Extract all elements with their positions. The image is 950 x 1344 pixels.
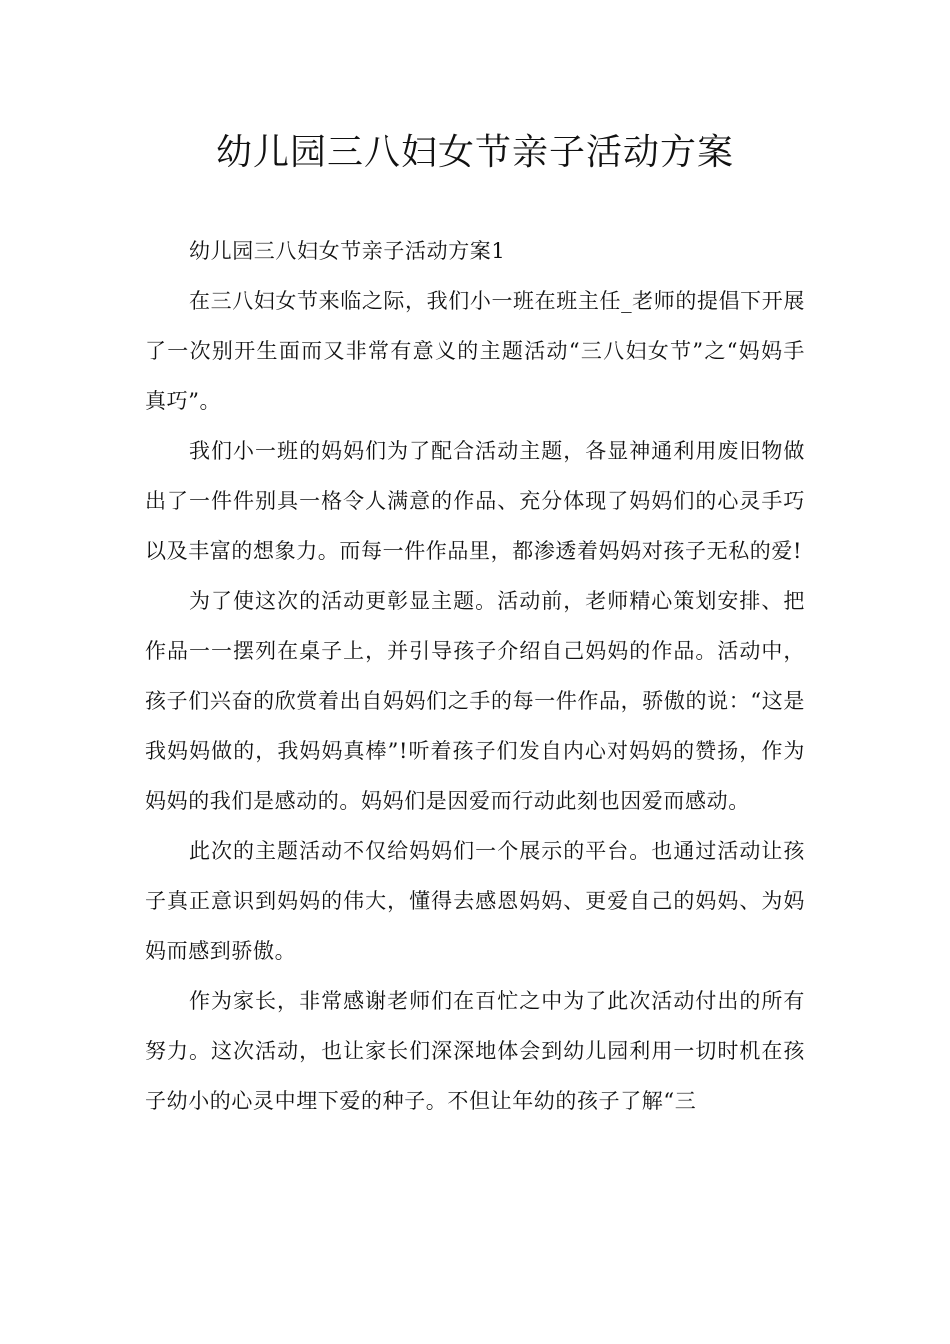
section-subtitle: 幼儿园三八妇女节亲子活动方案1 (189, 239, 506, 263)
paragraph-2: 我们小一班的妈妈们为了配合活动主题，各显神通利用废旧物做出了一件件别具一格令人满意的作品、充分体现了妈妈们的心灵手巧以及丰富的想象力。而每一件作品里，都渗透着妈妈对孩子无私的爱! (145, 439, 805, 563)
paragraph-4: 此次的主题活动不仅给妈妈们一个展示的平台。也通过活动让孩子真正意识到妈妈的伟大，懂得去感恩妈妈、更爱自己的妈妈、为妈妈而感到骄傲。 (145, 839, 805, 963)
paragraph-3: 为了使这次的活动更彰显主题。活动前，老师精心策划安排、把作品一一摆列在桌子上，并引导孩子介绍自己妈妈的作品。活动中，孩子们兴奋的欣赏着出自妈妈们之手的每一件作品，骄傲的说：“这是我妈妈做的，我妈妈真棒”!听着孩子们发自内心对妈妈的赞扬，作为妈妈的我们是感动的。妈妈们是因爱而行动此刻也因爱而感动。 (145, 589, 805, 813)
document-body (145, 226, 805, 1126)
paragraph-1: 在三八妇女节来临之际，我们小一班在班主任_老师的提倡下开展了一次别开生面而又非常有意义的主题活动“三八妇女节”之“妈妈手真巧”。 (145, 289, 805, 413)
paragraph-5: 作为家长，非常感谢老师们在百忙之中为了此次活动付出的所有努力。这次活动，也让家长们深深地体会到幼儿园利用一切时机在孩子幼小的心灵中埋下爱的种子。不但让年幼的孩子了解“三 (145, 989, 805, 1113)
document-title: 幼儿园三八妇女节亲子活动方案 (215, 132, 734, 173)
